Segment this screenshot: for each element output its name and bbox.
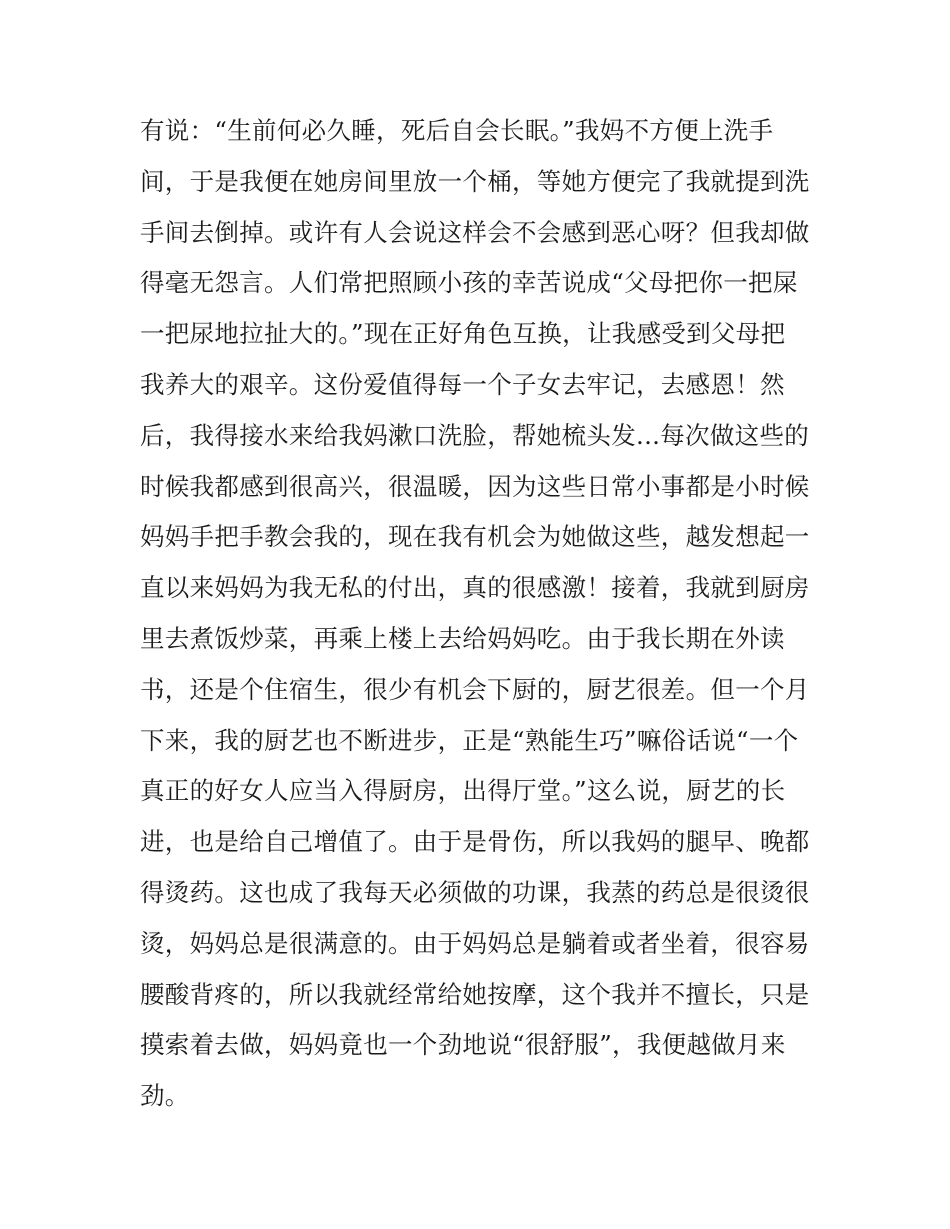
text-line: 手间去倒掉。或许有人会说这样会不会感到恶心呀？但我却做 [140,217,810,247]
text-line: 得烫药。这也成了我每天必须做的功课，我蒸的药总是很烫很 [140,877,810,907]
text-line: 得毫无怨言。人们常把照顾小孩的幸苦说成“父母把你一把屎 [140,268,798,298]
text-line: 妈妈手把手教会我的，现在我有机会为她做这些，越发想起一 [140,522,810,552]
body-text [140,106,820,1122]
text-line: 摸索着去做，妈妈竟也一个劲地说“很舒服”，我便越做月来 [140,1030,786,1060]
text-line: 后，我得接水来给我妈漱口洗脸，帮她梳头发...每次做这些的 [140,420,810,450]
text-line: 间，于是我便在她房间里放一个桶，等她方便完了我就提到洗 [140,166,810,196]
text-line: 时候我都感到很高兴，很温暖，因为这些日常小事都是小时候 [140,471,810,501]
text-line: 一把尿地拉扯大的。”现在正好角色互换，让我感受到父母把 [140,319,786,349]
text-line: 里去煮饭炒菜，再乘上楼上去给妈妈吃。由于我长期在外读 [140,623,785,653]
text-line: 我养大的艰辛。这份爱值得每一个子女去牢记，去感恩！然 [140,369,785,399]
text-line: 劲。 [140,1081,190,1111]
text-line: 真正的好女人应当入得厨房，出得厅堂。”这么说，厨艺的长 [140,776,786,806]
text-line: 书，还是个住宿生，很少有机会下厨的，厨艺很差。但一个月 [140,674,810,704]
text-line: 直以来妈妈为我无私的付出，真的很感激！接着，我就到厨房 [140,573,810,603]
text-line: 腰酸背疼的，所以我就经常给她按摩，这个我并不擅长，只是 [140,979,810,1009]
text-line: 烫，妈妈总是很满意的。由于妈妈总是躺着或者坐着，很容易 [140,928,810,958]
text-line: 有说：“生前何必久睡，死后自会长眠。”我妈不方便上洗手 [140,116,774,145]
text-line: 下来，我的厨艺也不断进步，正是“熟能生巧”嘛俗话说“一个 [140,725,799,755]
text-line: 进，也是给自己增值了。由于是骨伤，所以我妈的腿早、晚都 [140,827,810,857]
